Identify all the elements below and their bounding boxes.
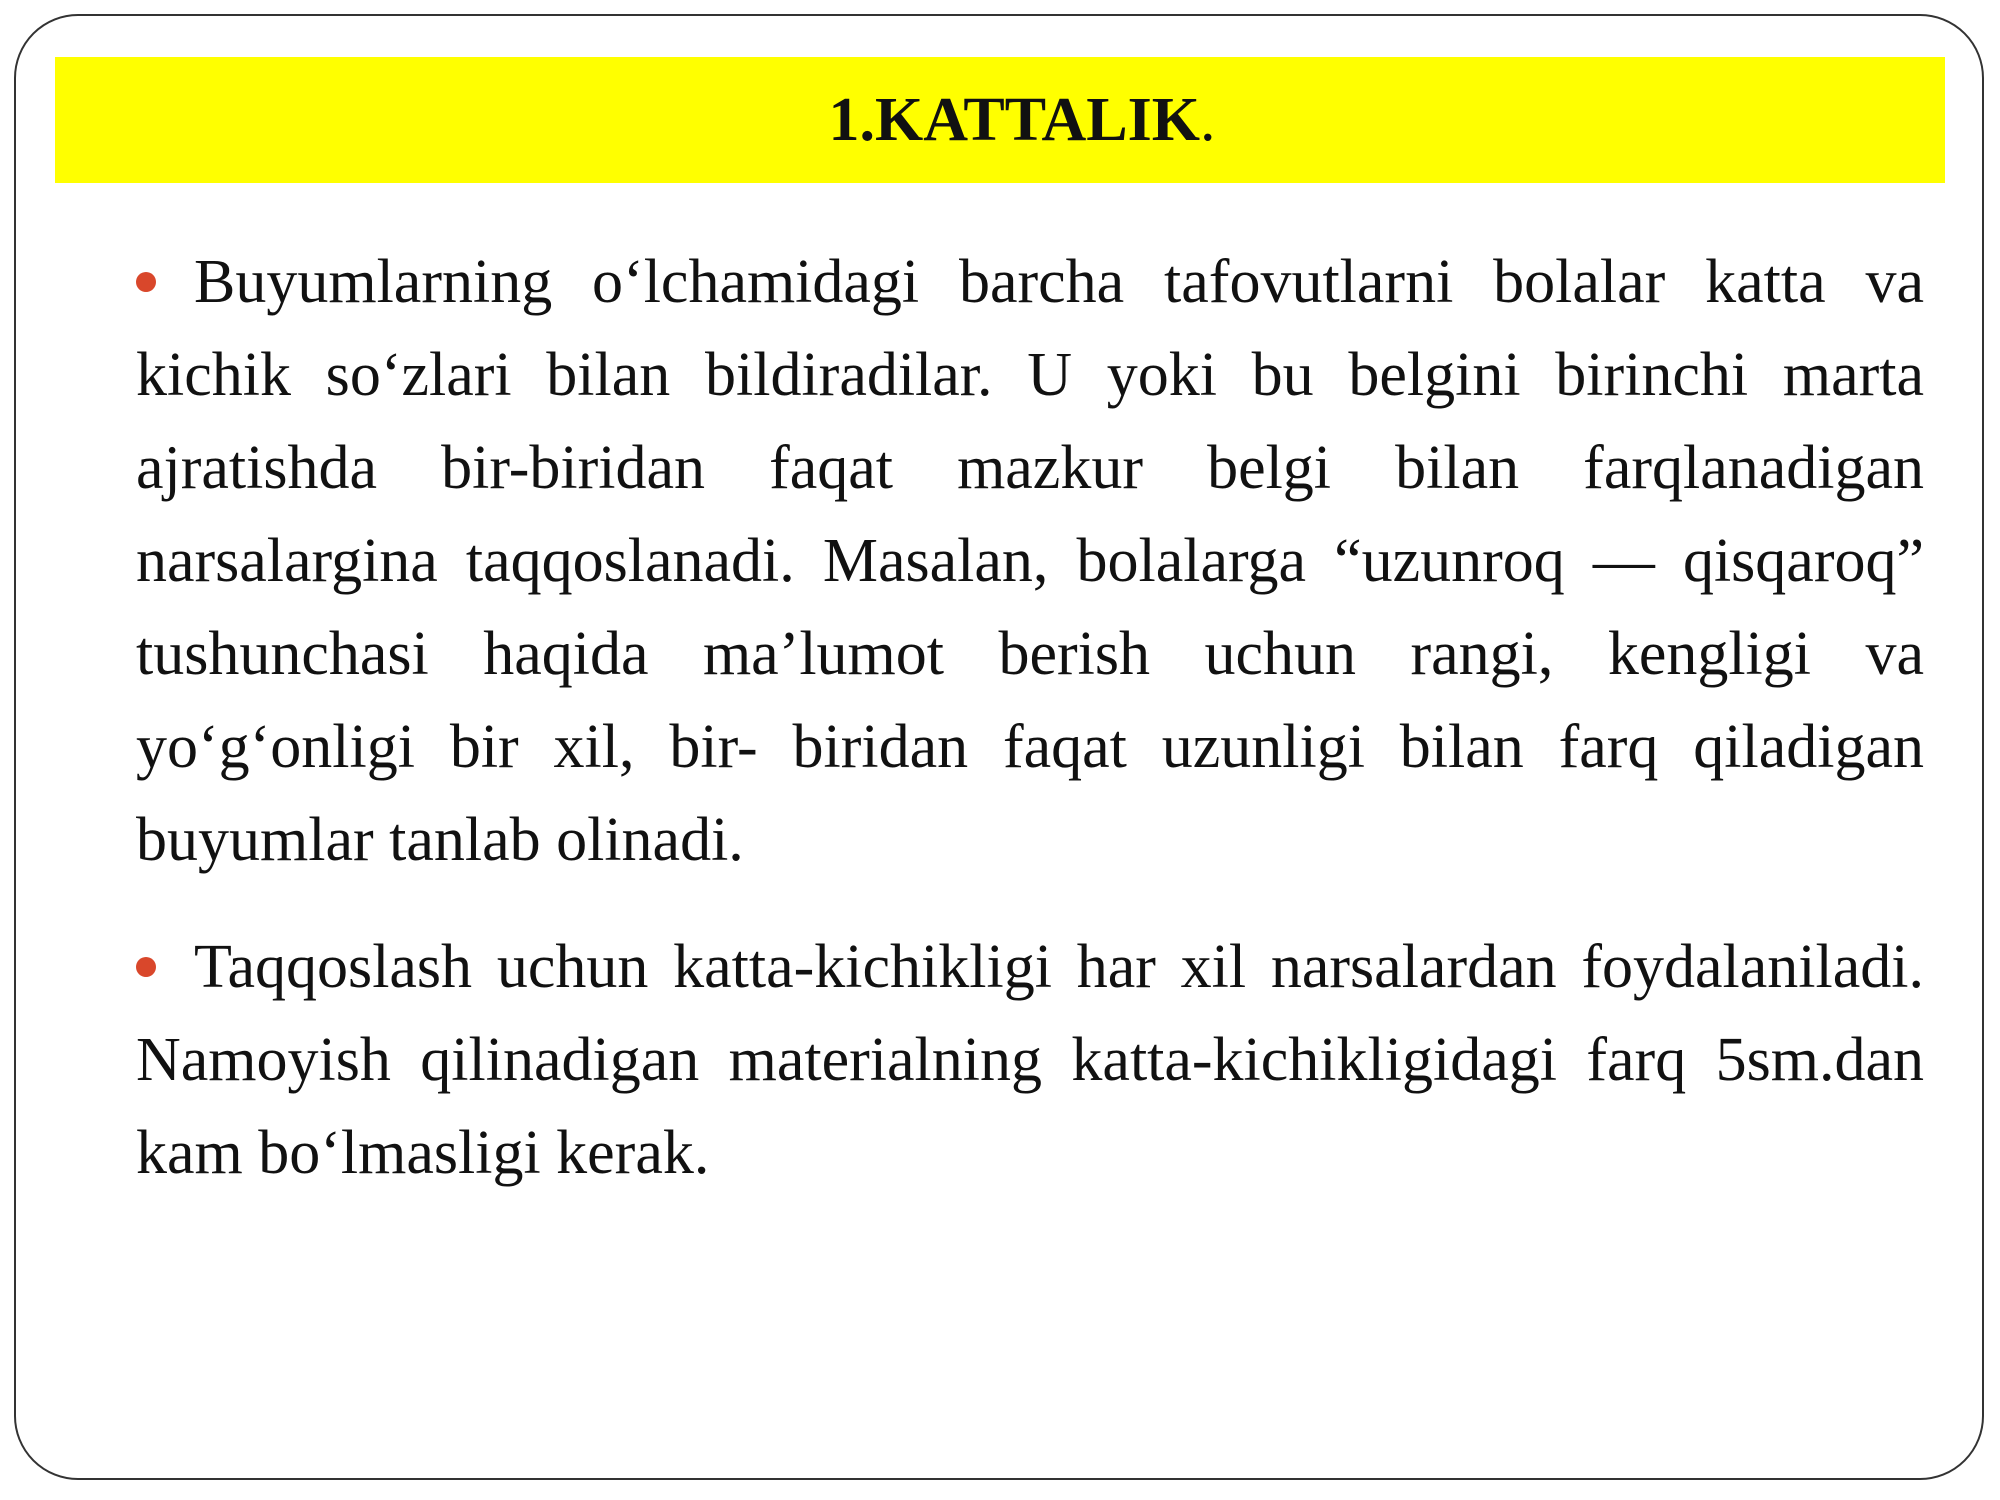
slide-title-suffix: . bbox=[1200, 85, 1216, 154]
slide-title-main: 1.KATTALIK bbox=[828, 85, 1200, 154]
bullet-dot-icon bbox=[136, 272, 156, 292]
bullet-paragraph bbox=[136, 236, 1924, 887]
title-bar bbox=[55, 57, 1945, 183]
paragraph-text: Buyumlarning o‘lchamidagi barcha tafovutlarni bolalar katta va kichik so‘zlari bilan bildiradilar. U yoki bu belgini birinchi marta ajratishda bir-biridan faqat mazkur belgi bilan farqlanadigan narsalargina taqqoslanadi. Masalan, bolalarga “uzunroq — qisqaroq” tushunchasi haqida ma’lumot berish uchun rangi, kengligi va yo‘g‘onligi bir xil, bir- biridan faqat uzunligi bilan farq qiladigan buyumlar tanlab olinadi. bbox=[136, 248, 1924, 874]
slide-body bbox=[136, 236, 1924, 1200]
paragraph-text: Taqqoslash uchun katta-kichikligi har xil narsalardan foydalaniladi. Namoyish qilinadigan materialning katta-kichikligidagi farq 5sm.dan kam bo‘lmasligi kerak. bbox=[136, 933, 1924, 1187]
slide-title bbox=[829, 85, 1216, 156]
bullet-dot-icon bbox=[136, 957, 156, 977]
bullet-paragraph bbox=[136, 921, 1924, 1200]
